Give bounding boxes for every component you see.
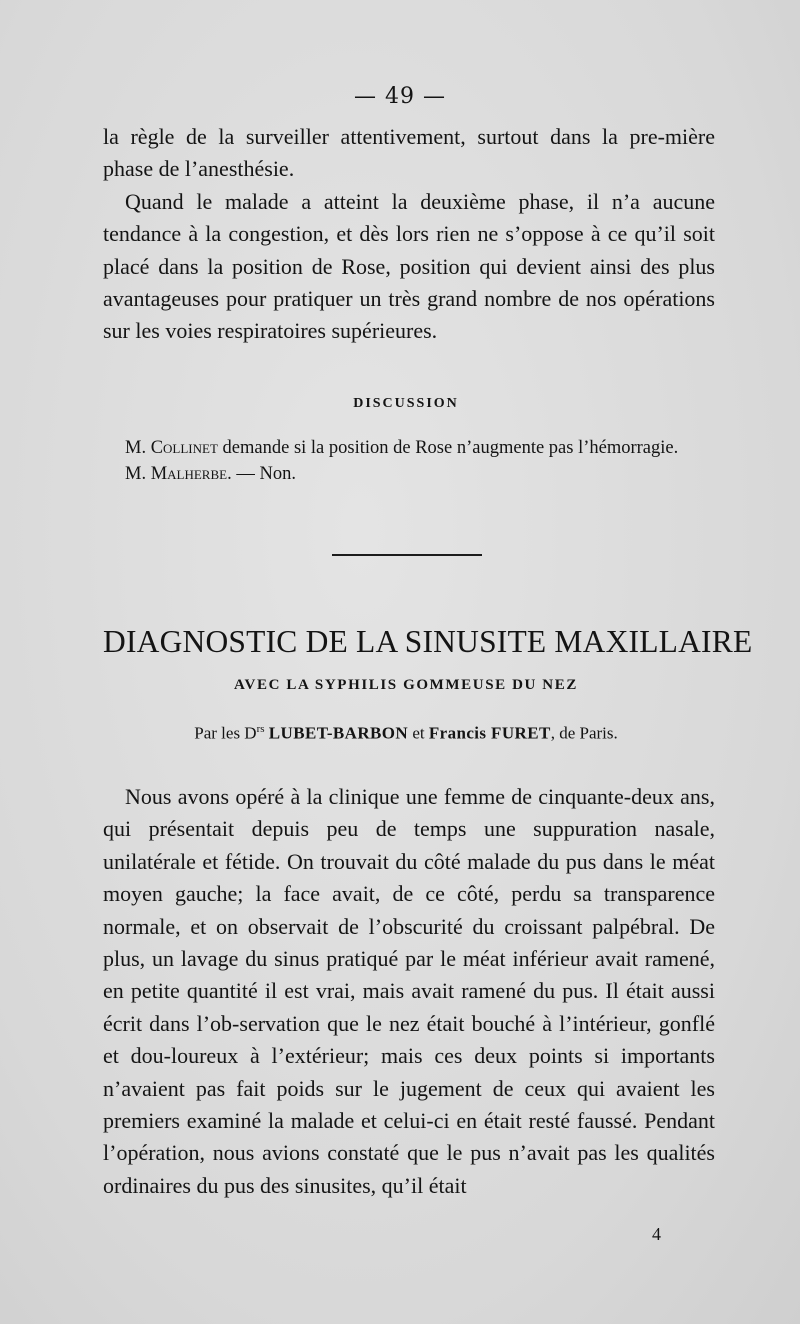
signature-mark: 4: [652, 1224, 661, 1244]
author-2: Francis FURET: [428, 723, 551, 743]
article-title: DIAGNOSTIC DE LA SINUSITE MAXILLAIRE: [103, 624, 753, 659]
collinet-text: demande si la position de Rose n’augmente pas l’hémorragie.: [217, 438, 679, 458]
discussion-heading: DISCUSSION: [353, 396, 459, 411]
article-authors: [0, 723, 800, 744]
intro-paragraph-2: Quand le malade a atteint la deuxième phase, il n’a aucune tendance à la congestion, et dès lors rien ne s’oppose à ce qu’il soit placé dans la position de Rose, position qui devient ainsi des plus avantageuses pour pratiquer un très grand nombre de nos opérations sur les voies respiratoires supérieures.: [103, 188, 715, 344]
discussion-collinet: [103, 435, 715, 461]
section-divider: [332, 554, 482, 556]
intro-text: [103, 121, 715, 348]
author-1: LUBET-BARBON: [268, 723, 409, 743]
speaker-malherbe: M. Malherbe.: [125, 464, 232, 484]
speaker-collinet: M. Collinet: [125, 438, 218, 458]
authors-and: et: [408, 723, 429, 743]
article-subtitle: AVEC LA SYPHILIS GOMMEUSE DU NEZ: [234, 677, 578, 693]
article-paragraph: Nous avons opéré à la clinique une femme de cinquante-deux ans, qui présentait depuis peu de temps une suppuration nasale, unilatérale et fétide. On trouvait du côté malade du pus dans le méat moyen gauche; la face avait, de ce côté, perdu sa transparence normale, et on observait de l’obscurité du croissant palpébral. De plus, un lavage du sinus pratiqué par le méat inférieur avait ramené, en petite quantité il est vrai, mais avait ramené du pus. Il était aussi écrit dans l’ob-servation que le nez était bouché à l’intérieur, gonflé et dou-loureux à l’extérieur; mais ces deux points si importants n’avaient pas fait poids sur le jugement de ceux qui avaient les premiers examiné la malade et celui-ci en était resté faussé. Pendant l’opération, nous avions constaté que le pus n’avait pas les qualités ordinaires du pus des sinusites, qu’il était: [103, 784, 715, 1198]
intro-paragraph-1: la règle de la surveiller attentivement, surtout dans la pre-mière phase de l’anesthésie.: [103, 124, 715, 182]
authors-suffix: , de Paris.: [550, 723, 618, 743]
authors-sup: rs: [256, 723, 265, 735]
article-body: [103, 781, 715, 1202]
malherbe-text: — Non.: [231, 464, 296, 484]
discussion-malherbe: [103, 461, 715, 487]
discussion-section: [103, 435, 715, 487]
authors-prefix: Par les D: [194, 723, 257, 743]
page-number: — 49 —: [354, 84, 446, 109]
